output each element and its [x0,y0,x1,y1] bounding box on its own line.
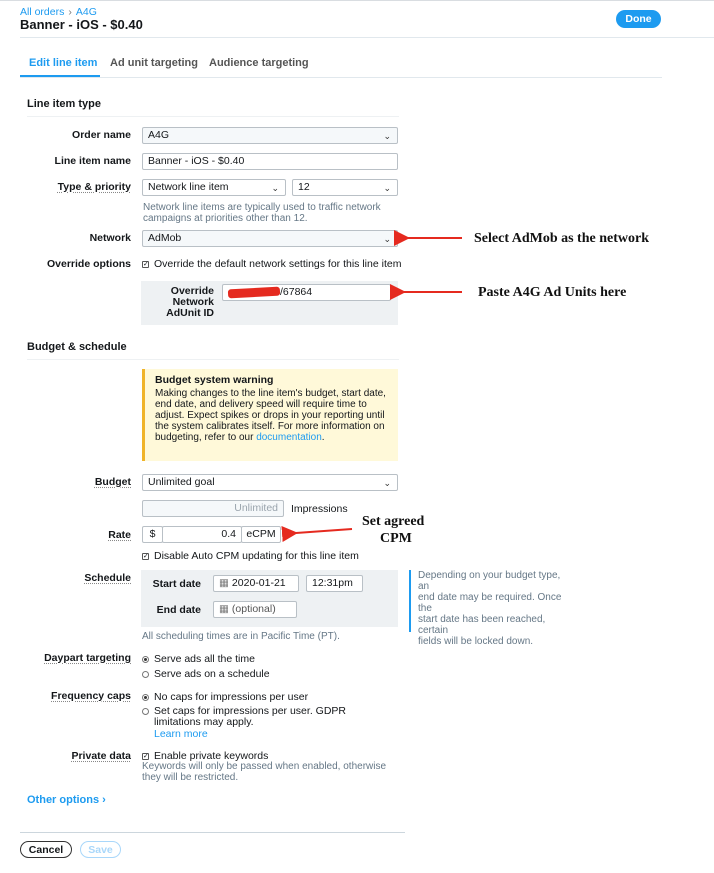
override-adunit-input[interactable] [222,284,391,301]
override-checkbox[interactable]: ✓ [143,260,149,268]
private-keywords-help: Keywords will only be passed when enabled, otherwise they will be restricted. [142,761,387,783]
priority-select[interactable] [292,179,398,196]
arrow-cpm [296,529,352,533]
daypart-option-all-label: Serve ads all the time [154,653,255,665]
schedule-side-note: Depending on your budget type, an end date may be required. Once the start date has been reached, certain fields will be locked down. [409,570,569,632]
learn-more-link[interactable]: Learn more [154,728,208,740]
page-title: Banner - iOS - $0.40 [20,17,143,32]
daypart-option-schedule-label: Serve ads on a schedule [154,668,270,680]
chevron-down-icon: ⌄ [383,131,391,141]
auto-cpm-checkbox[interactable]: ✓ [143,552,149,560]
private-data-label: Private data [71,750,131,762]
daypart-label: Daypart targeting [44,652,131,664]
network-select[interactable] [142,230,398,247]
budget-amount-input[interactable]: Unlimited [142,500,284,517]
order-name-value: A4G [148,129,170,141]
type-priority-label: Type & priority [57,181,131,193]
line-item-type-value: Network line item [148,181,229,193]
documentation-link[interactable]: documentation [256,432,322,443]
budget-warning [142,369,398,461]
calendar-icon: ▦ [219,577,229,589]
override-adunit-value: /67864 [280,286,313,298]
active-tab-indicator [20,75,100,77]
budget-warning-body: Making changes to the line item's budget, start date, end date, and delivery speed will require time to adjust. Expect spikes or drops in your reporting until the system calibrates itself. For more information on budgeting, refer to our [155,388,386,443]
annotation-cpm-line1: Set agreed [362,514,425,529]
override-adunit-label: Override Network AdUnit ID [166,285,214,319]
radio-icon[interactable] [142,671,149,678]
footer-divider [20,832,405,833]
frequency-option-none-label: No caps for impressions per user [154,691,309,703]
line-item-name-label: Line item name [54,155,131,167]
save-button[interactable]: Save [80,841,121,858]
section-divider [27,116,399,117]
cancel-button[interactable]: Cancel [20,841,72,858]
chevron-down-icon: ⌄ [383,234,391,244]
header-divider [20,37,714,38]
budget-label: Budget [94,476,131,488]
start-date-input[interactable] [213,575,299,592]
radio-icon[interactable] [142,708,149,715]
end-date-placeholder: (optional) [231,603,276,615]
budget-select[interactable] [142,474,398,491]
budget-warning-end: . [321,432,325,443]
radio-selected-icon[interactable] [142,656,149,663]
end-date-label: End date [156,604,201,616]
done-button[interactable]: Done [616,10,661,28]
other-options-link[interactable] [27,794,106,806]
override-checkbox-label: Override the default network settings for this line item [154,258,402,270]
breadcrumb-order[interactable]: A4G [75,6,97,18]
top-border [0,0,714,1]
section-title-line-item-type: Line item type [27,98,101,110]
start-date-label: Start date [152,578,201,590]
chevron-right-icon: › [102,794,106,806]
frequency-option-none[interactable] [142,691,308,703]
annotation-cpm-line2: CPM [380,531,412,546]
section-title-budget-schedule: Budget & schedule [27,341,127,353]
breadcrumb-all-orders[interactable]: All orders [20,6,65,18]
rate-input[interactable]: 0.4 [162,526,242,543]
rate-label: Rate [108,529,131,541]
order-name-select[interactable] [142,127,398,144]
rate-unit: eCPM [241,526,281,543]
private-keywords-label: Enable private keywords [154,750,269,762]
daypart-option-schedule[interactable] [142,668,270,680]
auto-cpm-row[interactable] [142,550,359,562]
annotation-adunit: Paste A4G Ad Units here [478,285,627,300]
timezone-note: All scheduling times are in Pacific Time (PT). [142,631,340,642]
tab-audience-targeting[interactable]: Audience targeting [209,57,309,69]
chevron-down-icon: ⌄ [271,183,279,193]
type-priority-help: Network line items are typically used to traffic network campaigns at priorities other than 12. [143,202,381,224]
tab-ad-unit-targeting[interactable]: Ad unit targeting [110,57,198,69]
redaction-mark [228,286,280,298]
radio-selected-icon[interactable] [142,694,149,701]
override-checkbox-row[interactable] [142,258,401,270]
schedule-label: Schedule [84,572,131,584]
priority-value: 12 [298,181,310,193]
network-value: AdMob [148,232,182,244]
section-divider [27,359,399,360]
chevron-down-icon: ⌄ [383,183,391,193]
tab-bar [20,50,662,78]
annotation-network: Select AdMob as the network [474,231,649,246]
private-keywords-checkbox[interactable]: ✓ [143,752,149,760]
line-item-name-input[interactable]: Banner - iOS - $0.40 [142,153,398,170]
budget-unit-label: Impressions [291,503,348,515]
start-time-input[interactable]: 12:31pm [306,575,363,592]
end-date-input[interactable] [213,601,297,618]
daypart-option-all[interactable] [142,653,255,665]
breadcrumb-separator-icon: › [68,6,72,18]
other-options-label: Other options [27,794,100,806]
budget-value: Unlimited goal [148,476,215,488]
override-options-label: Override options [46,258,131,270]
order-name-label: Order name [72,129,131,141]
network-label: Network [89,232,131,244]
frequency-option-caps-label: Set caps for impressions per user. GDPR limitations may apply. [154,705,346,728]
chevron-down-icon: ⌄ [383,478,391,488]
auto-cpm-label: Disable Auto CPM updating for this line item [154,550,359,562]
start-date-value: 2020-01-21 [231,577,286,589]
tab-edit-line-item[interactable]: Edit line item [29,57,98,69]
calendar-icon: ▦ [219,603,229,615]
budget-warning-title: Budget system warning [155,374,274,386]
rate-currency: $ [142,526,163,543]
frequency-caps-label: Frequency caps [51,690,131,702]
frequency-option-caps[interactable] [142,706,392,728]
line-item-type-select[interactable] [142,179,286,196]
